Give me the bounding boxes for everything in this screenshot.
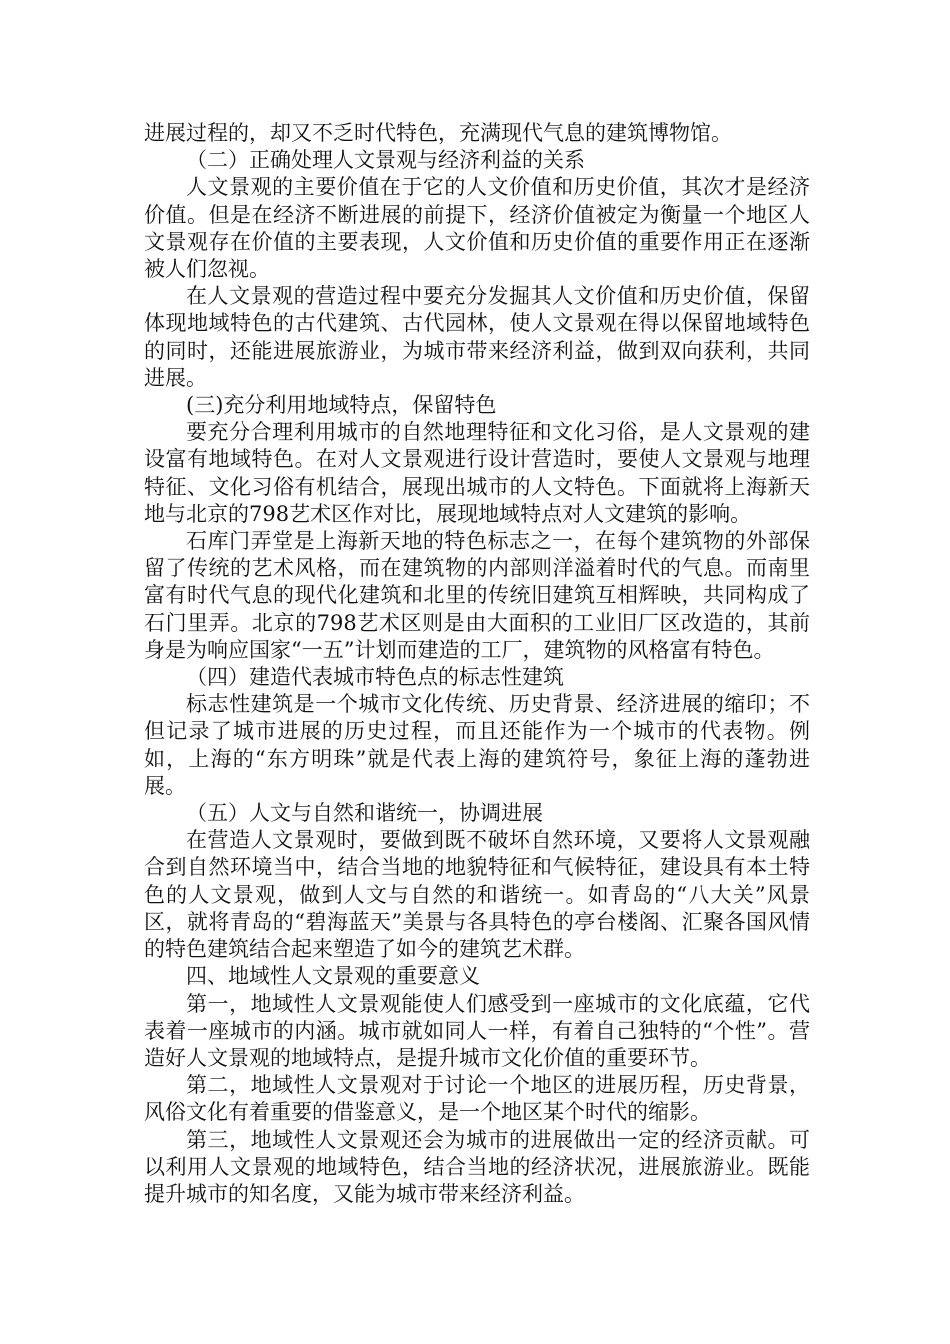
paragraph-continuation: 进展过程的，却又不乏时代特色，充满现代气息的建筑博物馆。	[144, 121, 732, 145]
section-heading-3: (三)充分利用地域特点，保留特色	[186, 393, 497, 418]
chapter-heading-4: 四、地域性人文景观的重要意义	[186, 964, 480, 989]
paragraph: 在人文景观的营造过程中要充分发掘其人文价值和历史价值，保留体现地域特色的古代建筑、古代园林，使人文景观在得以保留地域特色的同时，还能进展旅游业，为城市带来经济利益，做到双向获利，共同进展。	[144, 284, 810, 390]
paragraph: 要充分合理利用城市的自然地理特征和文化习俗，是人文景观的建设富有地域特色。在对人文景观进行设计营造时，要使人文景观与地理特征、文化习俗有机结合，展现出城市的人文特色。下面就将上海新天地与北京的798艺术区作对比，展现地域特点对人文建筑的影响。	[144, 420, 810, 526]
paragraph: 人文景观的主要价值在于它的人文价值和历史价值，其次才是经济价值。但是在经济不断进展的前提下，经济价值被定为衡量一个地区人文景观存在价值的主要表现，人文价值和历史价值的重要作用正在逐渐被人们忽视。	[144, 175, 810, 282]
document-body	[144, 120, 810, 1208]
section-heading-4: （四）建造代表城市特色点的标志性建筑	[186, 665, 564, 690]
paragraph: 第二，地域性人文景观对于讨论一个地区的进展历程，历史背景，风俗文化有着重要的借鉴意义，是一个地区某个时代的缩影。	[144, 1073, 810, 1125]
paragraph: 第三，地域性人文景观还会为城市的进展做出一定的经济贡献。可以利用人文景观的地域特色，结合当地的经济状况，进展旅游业。既能提升城市的知名度，又能为城市带来经济利益。	[144, 1127, 810, 1206]
paragraph: 标志性建筑是一个城市文化传统、历史背景、经济进展的缩印；不但记录了城市进展的历史过程，而且还能作为一个城市的代表物。例如，上海的“东方明珠”就是代表上海的建筑符号，象征上海的蓬勃进展。	[144, 692, 810, 798]
section-heading-2: （二）正确处理人文景观与经济利益的关系	[186, 148, 585, 173]
section-heading-5: （五）人文与自然和谐统一，协调进展	[186, 801, 543, 826]
paragraph: 第一，地域性人文景观能使人们感受到一座城市的文化底蕴，它代表着一座城市的内涵。城市就如同人一样，有着自己独特的“个性”。营造好人文景观的地域特点，是提升城市文化价值的重要环节。	[144, 991, 810, 1070]
paragraph: 在营造人文景观时，要做到既不破坏自然环境，又要将人文景观融合到自然环境当中，结合当地的地貌特征和气候特征，建设具有本土特色的人文景观，做到人文与自然的和谐统一。如青岛的“八大关”风景区，就将青岛的“碧海蓝天”美景与各具特色的亭台楼阁、汇聚各国风情的特色建筑结合起来塑造了如今的建筑艺术群。	[144, 828, 810, 962]
paragraph: 石库门弄堂是上海新天地的特色标志之一，在每个建筑物的外部保留了传统的艺术风格，而在建筑物的内部则洋溢着时代的气息。而南里富有时代气息的现代化建筑和北里的传统旧建筑互相辉映，共同构成了石门里弄。北京的798艺术区则是由大面积的工业旧厂区改造的，其前身是为响应国家“一五”计划而建造的工厂，建筑物的风格富有特色。	[144, 529, 810, 662]
